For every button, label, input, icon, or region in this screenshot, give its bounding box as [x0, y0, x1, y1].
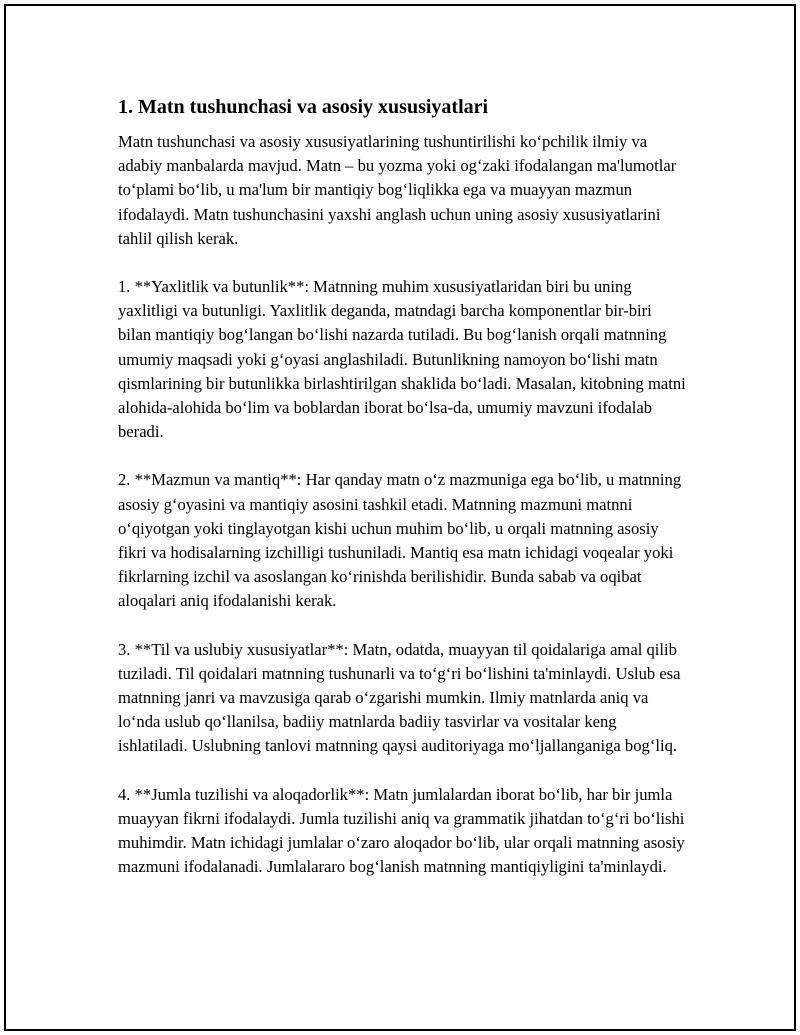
document-body — [118, 94, 688, 879]
section-heading: 1. Matn tushunchasi va asosiy xususiyatlari — [118, 96, 489, 118]
paragraph-item-1: 1. **Yaxlitlik va butunlik**: Matnning muhim xususiyatlaridan biri bu uning yaxlitligi va butunligi. Yaxlitlik deganda, matndagi barcha komponentlar bir-biri bilan mantiqiy bog‘langan bo‘lishi nazarda tutiladi. Bu bog‘lanish orqali matnning umumiy maqsadi yoki g‘oyasi anglashiladi. Butunlikning namoyon bo‘lishi matn qismlarining bir butunlikka birlashtirilgan shaklida bo‘ladi. Masalan, kitobning matni alohida-alohida bo‘lim va boblardan iborat bo‘lsa-da, umumiy mavzuni ifodalab beradi. — [118, 277, 686, 442]
paragraph-item-4: 4. **Jumla tuzilishi va aloqadorlik**: Matn jumlalardan iborat bo‘lib, har bir jumla muayyan fikrni ifodalaydi. Jumla tuzilishi aniq va grammatik jihatdan to‘g‘ri bo‘lishi muhimdir. Matn ichidagi jumlalar o‘zaro aloqador bo‘lib, ular orqali matnning asosiy mazmuni ifodalanadi. Jumlalararo bog‘lanish matnning mantiqiyligini ta'minlaydi. — [118, 784, 685, 877]
paragraph-item-2: 2. **Mazmun va mantiq**: Har qanday matn o‘z mazmuniga ega bo‘lib, u matnning asosiy g‘oyasini va mantiqiy asosini tashkil etadi. Matnning mazmuni matnni o‘qiyotgan yoki tinglayotgan kishi uchun muhim bo‘lib, u orqali matnning asosiy fikri va hodisalarning izchilligi tushuniladi. Mantiq esa matn ichidagi voqealar yoki fikrlarning izchil va asoslangan ko‘rinishda berilishidir. Bunda sabab va oqibat aloqalari aniq ifodalanishi kerak. — [118, 470, 682, 611]
paragraph-item-3: 3. **Til va uslubiy xususiyatlar**: Matn, odatda, muayyan til qoidalariga amal qilib tuziladi. Til qoidalari matnning tushunarli va to‘g‘ri bo‘lishini ta'minlaydi. Uslub esa matnning janri va mavzusiga qarab o‘zgarishi mumkin. Ilmiy matnlarda aniq va lo‘nda uslub qo‘llanilsa, badiiy matnlarda badiiy tasvirlar va vositalar keng ishlatiladi. Uslubning tanlovi matnning qaysi auditoriyaga mo‘ljallanganiga bog‘liq. — [118, 639, 681, 756]
intro-paragraph: Matn tushunchasi va asosiy xususiyatlarining tushuntirilishi ko‘pchilik ilmiy va adabiy manbalarda mavjud. Matn – bu yozma yoki og‘zaki ifodalangan ma'lumotlar to‘plami bo‘lib, u ma'lum bir mantiqiy bog‘liqlikka ega va muayyan mazmun ifodalaydi. Matn tushunchasini yaxshi anglash uchun uning asosiy xususiyatlarini tahlil qilish kerak. — [118, 132, 677, 248]
